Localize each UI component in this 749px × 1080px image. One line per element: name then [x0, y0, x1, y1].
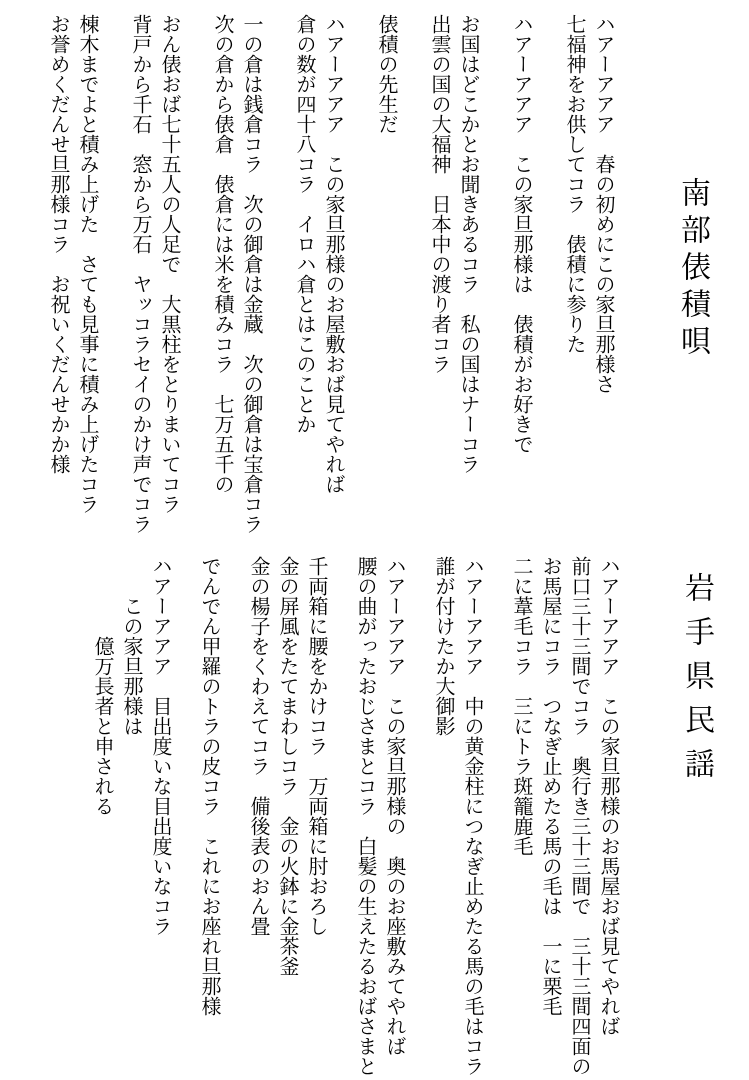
lyric-line-top-14: お誉めくだんせ旦那様コラ お祝いくだんせかか様	[47, 14, 71, 474]
lyric-line-top-7: ハアーアアア この家旦那様のお屋敷おば見てやれば	[322, 14, 346, 494]
lyric-line-top-9: 一の倉は銭倉コラ 次の御倉は金蔵 次の御倉は宝倉コラ	[240, 14, 264, 534]
lyric-line-top-11: おん俵おば七十五人の人足で 大黒柱をとりまいてコラ	[158, 14, 182, 514]
lyric-line-bottom-7: ハアーアアア この家旦那様の 奥のお座敷みてやれば	[383, 556, 407, 1056]
lyric-line-bottom-4: 二に葦毛コラ 三にトラ斑籠鹿毛	[510, 556, 534, 856]
lyric-line-top-12: 背戸から千石 窓から万石 ヤッコラセイのかけ声でコラ	[129, 14, 153, 534]
lyric-line-bottom-8: 腰の曲がったおじさまとコラ 白髪の生えたるおばさまと	[354, 556, 378, 1076]
lyric-line-top-1: ハアーアアア 春の初めにこの家旦那様さ	[592, 14, 616, 394]
lyric-line-top-10: 次の倉から俵倉 俵倉には米を積みコラ 七万五千の	[211, 14, 235, 494]
lyric-line-bottom-10: 金の屏風をたてまわしコラ 金の火鉢に金茶釜	[276, 556, 300, 976]
lyric-line-bottom-13: ハアーアアア 目出度いな目出度いなコラ	[149, 556, 173, 936]
lyric-line-bottom-9: 千両箱に腰をかけコラ 万両箱に肘おろし	[305, 556, 329, 936]
lyric-line-top-4: お国はどこかとお聞きあるコラ 私の国はナーコラ	[457, 14, 481, 474]
lyric-line-top-13: 棟木までよと積み上げた さても見事に積み上げたコラ	[76, 14, 100, 514]
lyric-line-bottom-12: でんでん甲羅のトラの皮コラ これにお座れ旦那様	[198, 556, 222, 1016]
top-section	[44, 14, 713, 554]
lyric-line-bottom-6: 誰が付けたか大御影	[432, 556, 456, 736]
bottom-section	[88, 556, 717, 1080]
lyric-line-bottom-15: 億万長者と申される	[91, 636, 115, 816]
song-title: 南部俵積唄	[675, 177, 710, 362]
lyric-line-bottom-11: 金の楊子をくわえてコラ 備後表のおん畳	[247, 556, 271, 936]
lyric-line-bottom-3: お馬屋にコラ つなぎ止めたる馬の毛は 一に栗毛	[539, 556, 563, 1016]
lyric-line-top-6: 俵積の先生だ	[375, 14, 399, 134]
genre-subtitle: 岩手県民謡	[679, 572, 714, 792]
lyric-line-top-5: 出雲の国の大福神 日本中の渡り者コラ	[428, 14, 452, 374]
lyric-line-top-3: ハアーアアア この家旦那様は 俵積がお好きで	[510, 14, 534, 454]
lyric-line-top-8: 倉の数が四十八コラ イロハ倉とはこのことか	[293, 14, 317, 434]
lyric-line-bottom-2: 前口三十三間でコラ 奥行き三十三間で 三十三間四面の	[568, 556, 592, 1076]
lyric-line-bottom-14: この家旦那様は	[120, 596, 144, 736]
lyric-line-bottom-5: ハアーアアア 中の黄金柱につなぎ止めたる馬の毛はコラ	[461, 556, 485, 1076]
lyric-line-top-2: 七福神をお供してコラ 俵積に参りた	[563, 14, 587, 354]
lyric-line-bottom-1: ハアーアアア この家旦那様のお馬屋おば見てやれば	[597, 556, 621, 1036]
